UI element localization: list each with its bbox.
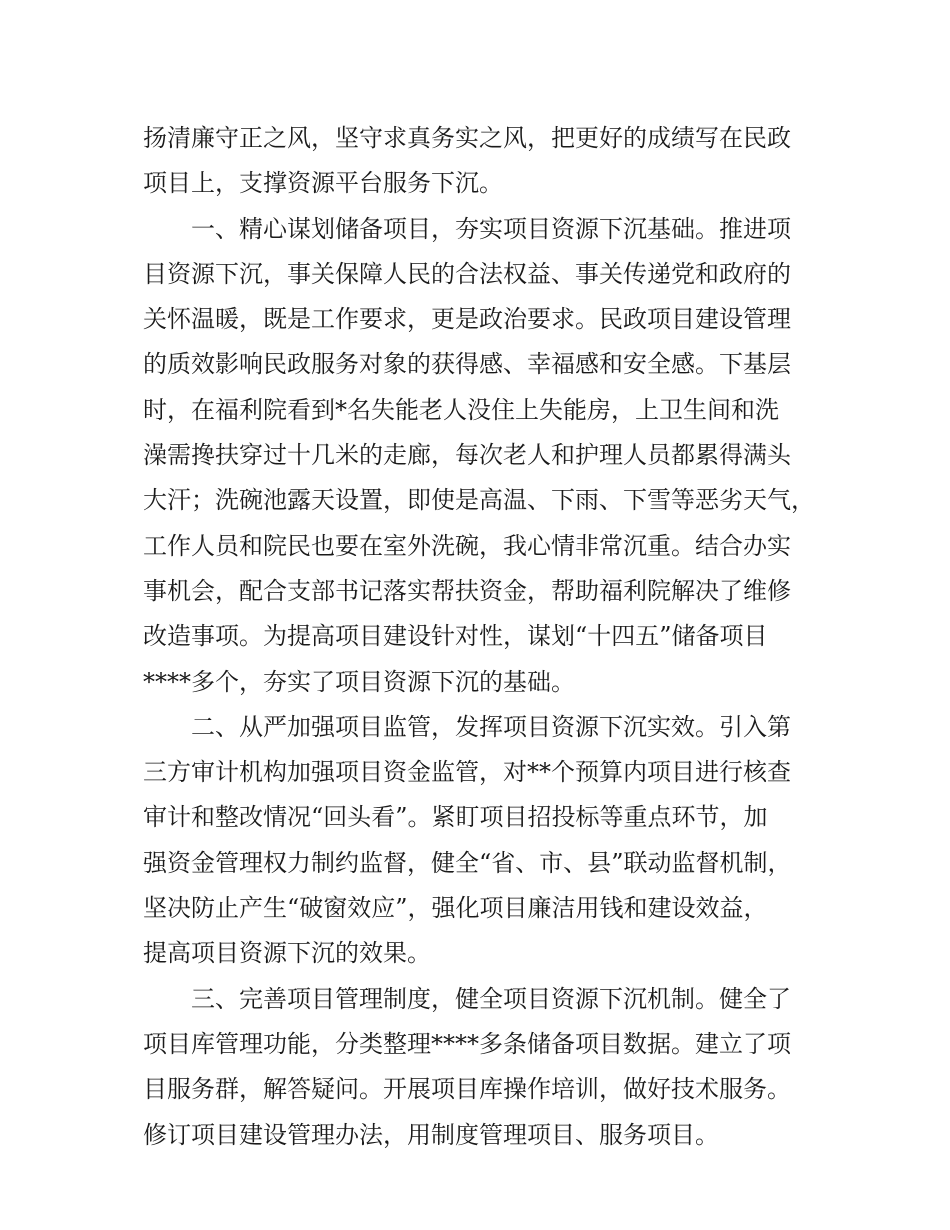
section-heading-line: 一、精心谋划储备项目，夯实项目资源下沉基础。推进项: [191, 214, 791, 243]
text-line: 事机会，配合支部书记落实帮扶资金，帮助福利院解决了维修: [143, 576, 791, 605]
text-line: 项目上，支撑资源平台服务下沉。: [143, 169, 503, 198]
text-line: 坚决防止产生“破窗效应”，强化项目廉洁用钱和建设效益，: [143, 894, 768, 923]
text-line: 修订项目建设管理办法，用制度管理项目、服务项目。: [143, 1120, 719, 1149]
text-line: 三方审计机构加强项目资金监管，对**个预算内项目进行核查: [143, 758, 791, 787]
text-line: 时，在福利院看到*名失能老人没住上失能房，上卫生间和洗: [143, 395, 779, 424]
text-line: 澡需搀扶穿过十几米的走廊，每次老人和护理人员都累得满头: [143, 441, 791, 470]
text-line: 目服务群，解答疑问。开展项目库操作培训，做好技术服务。: [143, 1075, 791, 1104]
text-line: 改造事项。为提高项目建设针对性，谋划“十四五”储备项目: [143, 622, 768, 651]
text-line: ****多个，夯实了项目资源下沉的基础。: [143, 667, 575, 696]
text-line: 大汗；洗碗池露天设置，即使是高温、下雨、下雪等恶劣天气，: [143, 486, 815, 515]
text-line: 项目库管理功能，分类整理****多条储备项目数据。建立了项: [143, 1029, 791, 1058]
text-line: 强资金管理权力制约监督，健全“省、市、县”联动监督机制，: [143, 848, 792, 877]
text-line: 扬清廉守正之风，坚守求真务实之风，把更好的成绩写在民政: [143, 124, 791, 152]
text-line: 审计和整改情况“回头看”。紧盯项目招投标等重点环节，加: [143, 803, 768, 832]
text-line: 关怀温暖，既是工作要求，更是政治要求。民政项目建设管理: [143, 305, 791, 334]
section-heading-line: 三、完善项目管理制度，健全项目资源下沉机制。健全了: [191, 984, 791, 1013]
section-heading-line: 二、从严加强项目监管，发挥项目资源下沉实效。引入第: [191, 712, 791, 741]
text-line: 目资源下沉，事关保障人民的合法权益、事关传递党和政府的: [143, 259, 791, 288]
body-text: [143, 116, 823, 1158]
text-line: 的质效影响民政服务对象的获得感、幸福感和安全感。下基层: [143, 350, 791, 379]
text-line: 工作人员和院民也要在室外洗碗，我心情非常沉重。结合办实: [143, 531, 791, 560]
text-line: 提高项目资源下沉的效果。: [143, 939, 431, 968]
